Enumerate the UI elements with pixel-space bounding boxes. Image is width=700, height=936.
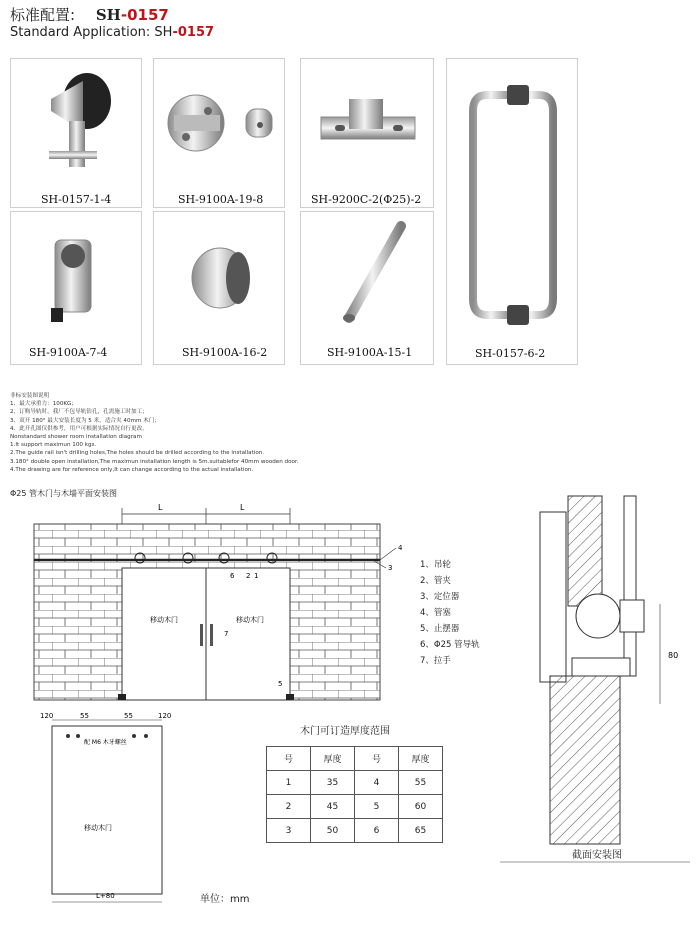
header-title-en [10, 25, 214, 40]
product-code: SH-9200C-2(Φ25)-2 [311, 193, 422, 206]
table-cell: 6 [355, 819, 399, 843]
product-code: SH-9100A-7-4 [29, 346, 108, 359]
legend-item: 7、拉手 [420, 656, 451, 666]
legend-item: 2、管夹 [420, 576, 451, 586]
table-cell: 5 [355, 795, 399, 819]
table-header-row [267, 747, 443, 771]
notes-cn-item: 4、此开孔图仅供参考，用户可根据实际情况自行更改。 [10, 425, 148, 432]
product-tile-4 [446, 58, 578, 365]
diagram-title: Φ25 管木门与木墙平面安装图 [10, 489, 118, 498]
table-header-cell: 号 [355, 747, 399, 771]
dim-120-right: 120 [158, 712, 172, 720]
table-cell: 4 [355, 771, 399, 795]
dim-label-l: L [240, 503, 245, 512]
table-cell: 55 [399, 771, 443, 795]
table-cell: 60 [399, 795, 443, 819]
section-label: 截面安装图 [572, 850, 622, 861]
callout-6: 6 [230, 572, 235, 580]
tube-clamp-image [154, 59, 284, 207]
notes-en-item: 1.It support maximun 100 kgs. [10, 442, 97, 449]
dim-label-l: L [158, 503, 163, 512]
header-model-code: -0157 [120, 6, 169, 24]
section-dim-80: 80 [668, 651, 679, 660]
callout-4: 4 [398, 544, 403, 552]
callout-3: 3 [388, 564, 393, 572]
notes-cn-item: 2、订购导轨时，我厂不包导轨钻孔，孔需施工时加工； [10, 409, 148, 416]
callout-7: 7 [224, 630, 229, 638]
header-title-cn [10, 4, 169, 25]
door-detail-diagram [0, 710, 240, 910]
legend-item: 1、吊轮 [420, 560, 451, 570]
product-tile-6 [153, 211, 285, 365]
tube-plug-image [154, 212, 284, 364]
guide-rail-tube-image [301, 212, 433, 364]
table-header-cell: 号 [267, 747, 311, 771]
legend-item: 6、Φ25 管导轨 [420, 640, 480, 650]
notes-cn-item: 3、双开 180° 最大安装长度为 5 米，适合夹 40mm 木门； [10, 417, 160, 424]
product-tile-3 [300, 58, 434, 208]
notes-cn-title: 非标安装图说明 [10, 393, 50, 399]
product-tile-1 [10, 58, 142, 208]
callout-2: 2 [246, 572, 251, 580]
table-cell: 2 [267, 795, 311, 819]
screw-note: 配 M6 木牙螺丝 [84, 739, 127, 746]
stopper-image [11, 212, 141, 364]
door-width-dim: L+80 [96, 892, 115, 900]
header-title-text: 标准配置: [10, 6, 76, 24]
thickness-table [266, 746, 443, 843]
table-row [267, 771, 443, 795]
hanging-wheel-image [11, 59, 141, 207]
table-cell: 50 [311, 819, 355, 843]
table-header-cell: 厚度 [399, 747, 443, 771]
table-cell: 3 [267, 819, 311, 843]
product-tile-7 [300, 211, 434, 365]
product-code: SH-0157-6-2 [475, 347, 546, 360]
table-row [267, 819, 443, 843]
product-code: SH-9100A-16-2 [182, 346, 268, 359]
legend-item: 5、止摆器 [420, 624, 460, 634]
header-title-en-code: -0157 [172, 25, 215, 40]
table-cell: 65 [399, 819, 443, 843]
callout-1: 1 [254, 572, 259, 580]
callout-5: 5 [278, 680, 283, 688]
table-cell: 45 [311, 795, 355, 819]
section-diagram [490, 488, 700, 868]
product-tile-5 [10, 211, 142, 365]
table-header-cell: 厚度 [311, 747, 355, 771]
door-label-left: 移动木门 [150, 616, 178, 624]
product-code: SH-9100A-15-1 [327, 346, 413, 359]
notes-en-item: 2.The guide rail isn't drilling holes,The holes should be drilled according to the installation. [10, 450, 265, 457]
front-elevation-diagram [0, 498, 470, 708]
thickness-table-title: 木门可订造厚度范围 [300, 726, 390, 737]
pull-handle-image [447, 59, 577, 364]
header-title-en-text: Standard Application: SH [10, 25, 173, 40]
product-tile-2 [153, 58, 285, 208]
table-cell: 35 [311, 771, 355, 795]
header-model-prefix: SH [95, 6, 121, 24]
legend-item: 4、管塞 [420, 608, 451, 618]
unit-label: 单位：mm [200, 894, 250, 905]
notes-en-item: 4.The drawing are for reference only,It can change according to the actual installation. [10, 466, 254, 473]
table-cell: 1 [267, 771, 311, 795]
notes-en-item: 3.180° double open installation,The maximun installation length is 5m.suitablefor 40mm wooden door. [10, 458, 299, 465]
door-label-right: 移动木门 [236, 616, 264, 624]
table-row [267, 795, 443, 819]
dim-120-left: 120 [40, 712, 54, 720]
legend-item: 3、定位器 [420, 592, 460, 602]
notes-cn-item: 1、最大承重力：100KG； [10, 401, 77, 408]
positioner-image [301, 59, 433, 207]
dim-55-right: 55 [124, 712, 133, 720]
parts-legend [420, 557, 480, 669]
product-code: SH-9100A-19-8 [178, 193, 264, 206]
notes-en-title: Nonstandard shower room installation diagram [10, 434, 142, 441]
installation-notes [10, 392, 299, 474]
dim-55-left: 55 [80, 712, 89, 720]
door-detail-label: 移动木门 [84, 824, 112, 832]
product-code: SH-0157-1-4 [41, 193, 112, 206]
